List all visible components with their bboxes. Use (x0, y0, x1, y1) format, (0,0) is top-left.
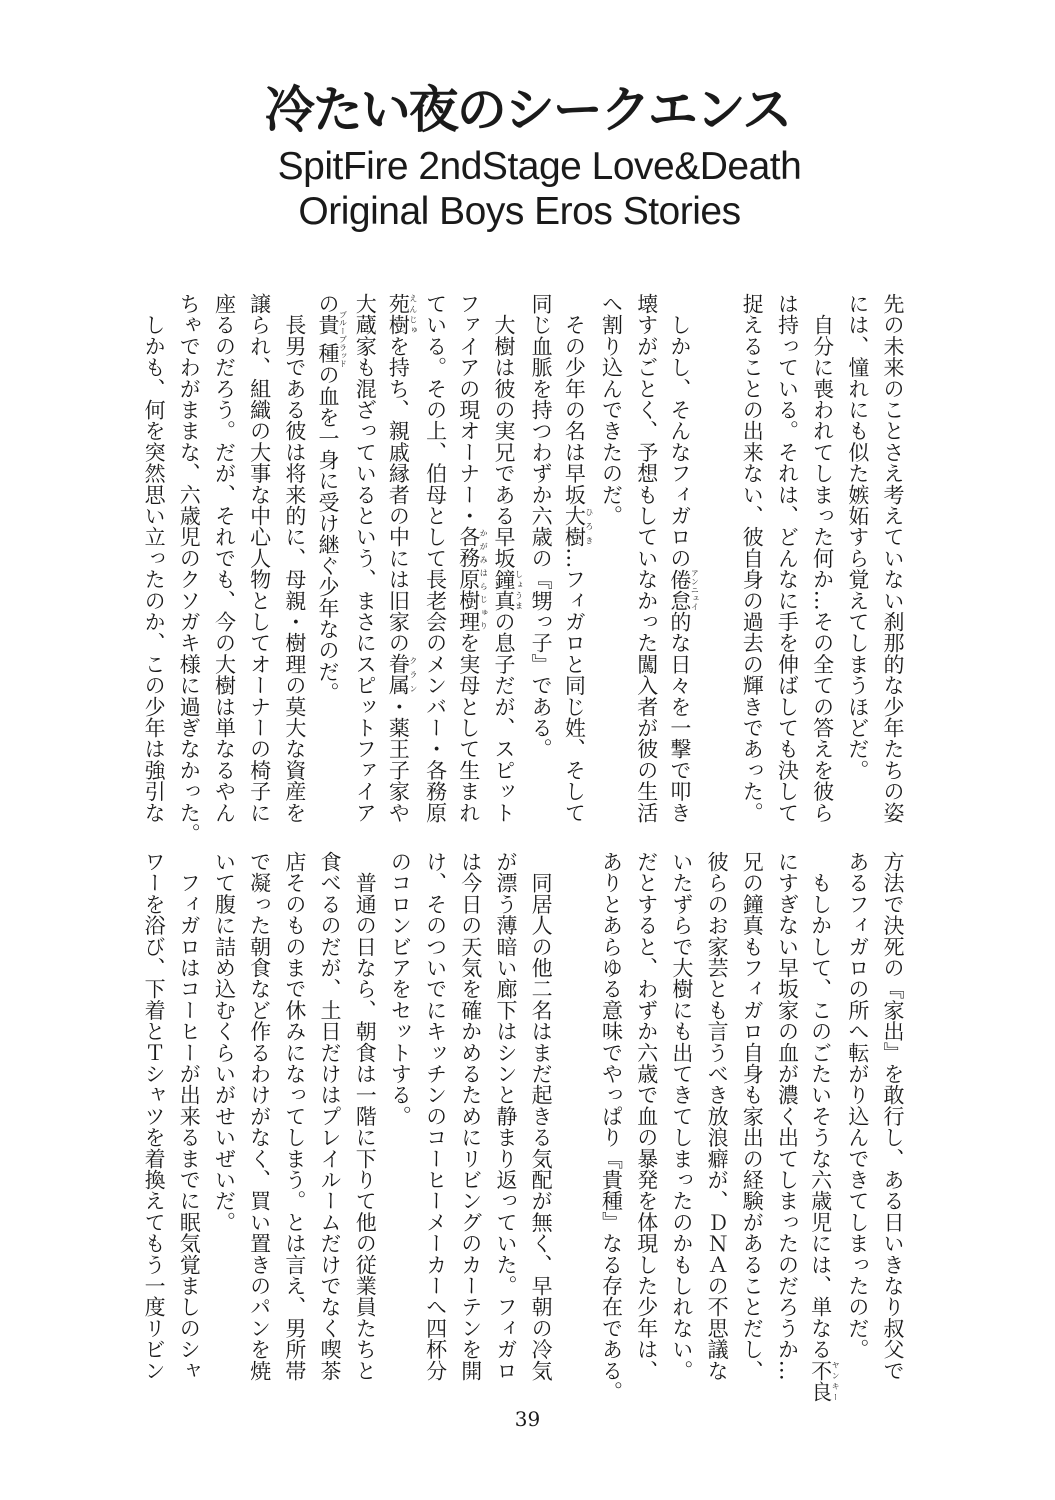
text-segment: を実母として生まれ (456, 632, 481, 824)
text-column (312, 293, 347, 808)
text-column (875, 851, 910, 1381)
ruby-reading: しょうま (514, 568, 524, 611)
text-segment: しかし、そんなフィガロの (667, 293, 692, 569)
text-segment: へ割り込んできたのだ。 (599, 293, 624, 527)
ruby-base: 不良 (808, 1359, 833, 1403)
text-column (699, 851, 734, 1381)
text-column (382, 293, 418, 824)
ruby-reading: クラン (408, 653, 418, 696)
text-column (840, 293, 875, 808)
series-subtitle: SpitFire 2ndStage Love&Death (277, 145, 802, 188)
text-segment: もしかして、このごたいそうな六歳児には、単なる (808, 851, 833, 1360)
ruby-annotated-word (456, 526, 489, 633)
text-segment: 先の未来のことさえ考えていない刹那的な少年たちの姿 (881, 293, 905, 823)
text-column (804, 293, 839, 823)
ruby-base: 眷属 (386, 653, 411, 696)
text-column (523, 851, 558, 1381)
text-segment: の (316, 293, 340, 315)
text-column (488, 293, 524, 824)
text-column (769, 851, 804, 1381)
text-segment: 壊すがごとく、予想もしていなかった闖入者が彼の生活 (634, 293, 659, 823)
text-column (171, 851, 206, 1381)
text-segment: 大樹は彼の実兄である早坂 (491, 293, 516, 569)
text-column (277, 851, 312, 1381)
text-segment: 普通の日なら、朝食は一階に下りて他の従業員たちと (353, 851, 378, 1381)
text-column (347, 293, 382, 823)
ruby-reading: えんじゅ (408, 293, 418, 336)
text-segment: ている。その上、伯母として長老会のメンバー・各務原 (423, 293, 448, 823)
text-segment: で凝った朝食など作るわけがなく、買い置きのパンを焼 (247, 851, 272, 1381)
ruby-base: 各務原樹理 (456, 526, 481, 633)
text-column (206, 293, 241, 823)
text-segment: ありとあらゆる意味でやっぱり『貴種』なる存在である。 (599, 851, 624, 1403)
text-segment: 店そのものまで休みになってしまう。とは言え、男所帯 (282, 851, 307, 1381)
text-segment: ファイアの現オーナー・ (456, 293, 481, 527)
text-segment: け、そのついでにキッチンのコーヒーメーカーへ四杯分 (423, 851, 448, 1381)
text-segment: 大蔵家も混ざっているという、まさにスピットファイア (353, 293, 378, 823)
text-column (629, 293, 664, 823)
series-tagline: Original Boys Eros Stories (298, 190, 741, 233)
ruby-reading: ヤンキー (831, 1359, 841, 1403)
story-title: 冷たい夜のシークエンス (264, 80, 791, 139)
text-column (629, 851, 664, 1381)
text-column (277, 293, 312, 823)
ruby-base: 貴種 (316, 310, 340, 368)
page-number: 39 (514, 1407, 541, 1431)
text-column (558, 293, 594, 824)
text-segment: は今日の天気を確かめるためにリビングのカーテンを開 (458, 851, 483, 1381)
ruby-annotated-word (491, 568, 524, 612)
text-segment: 長男である彼は将来的に、母親・樹理の莫大な資産を (282, 293, 307, 823)
text-segment: が漂う薄暗い廊下はシンと静まり返っていた。フィガロ (493, 851, 518, 1381)
ruby-annotated-word (386, 293, 418, 336)
text-segment: 捉えることの出来ない、彼自身の過去の輝きであった。 (740, 293, 765, 823)
text-column (558, 851, 593, 1376)
text-segment: ちゃでわがままな、六歳児のクソガキ様に過ぎなかった。 (177, 293, 202, 845)
text-column (241, 293, 276, 823)
text-column (241, 851, 276, 1381)
text-column (206, 851, 241, 1376)
text-column (593, 851, 628, 1403)
text-segment: あるフィガロの所へ転がり込んできてしまったのだ。 (845, 851, 870, 1360)
text-column (804, 851, 841, 1403)
text-segment: フィガロはコーヒーが出来るまでに眠気覚ましのシャ (177, 851, 202, 1381)
text-segment: 的な日々を一撃で叩き (667, 611, 692, 824)
text-column (840, 851, 875, 1376)
ruby-annotated-word (316, 310, 348, 368)
text-segment: 方法で決死の『家出』を敢行し、ある日いきなり叔父で (881, 851, 905, 1381)
ruby-reading: かがみはらじゅり (479, 526, 489, 633)
text-column (417, 293, 452, 823)
text-segment: にすぎない早坂家の血が濃く出てしまったのだろうか… (775, 851, 800, 1381)
ruby-reading: ブルーブラッド (338, 310, 348, 368)
text-segment: 彼らのお家芸とも言うべき放浪癖が、ＤＮＡの不思議な (705, 851, 730, 1381)
text-segment: 同じ血脈を持つわずか六歳の『甥っ子』である。 (529, 293, 554, 760)
text-segment: 座るのだろう。だが、それでも、今の大樹は単なるやん (212, 293, 237, 823)
text-segment: 兄の鐘真もフィガロ自身も家出の経験があることだし、 (740, 851, 765, 1381)
text-column (734, 293, 769, 823)
ruby-base: 鐘真 (491, 568, 516, 612)
text-segment: ・薬王子家や (386, 695, 411, 824)
body-text-lower (136, 851, 910, 1403)
text-column (664, 851, 699, 1381)
text-segment: 譲られ、組織の大事な中心人物としてオーナーの椅子に (247, 293, 272, 823)
text-segment: いて腹に詰め込むくらいがせいぜいだ。 (212, 851, 237, 1233)
ruby-annotated-word (808, 1359, 841, 1403)
ruby-base: 倦怠 (667, 568, 692, 612)
text-column (488, 851, 523, 1381)
text-column (453, 293, 489, 824)
text-column (347, 851, 382, 1381)
text-column (312, 851, 347, 1381)
ruby-annotated-word (562, 505, 594, 548)
text-column (453, 851, 488, 1381)
ruby-base: 苑樹 (386, 293, 411, 336)
text-segment: しかも、何を突然思い立ったのか、この少年は強引な (142, 293, 167, 823)
text-column (664, 293, 700, 824)
text-column (593, 293, 628, 808)
text-segment: 食べるのだが、土日だけはプレイルームだけでなく喫茶 (318, 851, 342, 1381)
text-segment: 自分に喪われてしまった何か…その全ての答えを彼ら (810, 293, 835, 823)
text-segment: のコロンビアをセットする。 (388, 851, 413, 1127)
text-segment: いたずらで大樹にも出てきてしまったのかもしれない。 (669, 851, 694, 1381)
text-column (136, 293, 171, 823)
text-column (699, 293, 734, 808)
text-column (136, 851, 171, 1381)
ruby-reading: アンニュイ (690, 568, 700, 612)
text-column (523, 293, 558, 808)
text-segment: は持っている。それは、どんなに手を伸ばしても決して (775, 293, 800, 823)
text-segment: を持ち、親戚縁者の中には旧家の (386, 335, 411, 654)
text-column (417, 851, 452, 1381)
text-segment: …フィガロと同じ姓、そして (562, 547, 587, 824)
ruby-base: 大樹 (562, 505, 587, 548)
text-segment: だとすると、わずか六歳で血の暴発を体現した少年は、 (634, 851, 659, 1381)
text-segment: の息子だが、スピット (491, 611, 516, 824)
ruby-annotated-word (667, 568, 700, 612)
text-column (734, 851, 769, 1381)
body-text-upper (136, 293, 910, 845)
text-column (769, 293, 804, 823)
text-column (382, 851, 417, 1376)
text-segment: その少年の名は早坂 (562, 293, 587, 505)
text-segment: 同居人の他二名はまだ起きる気配が無く、早朝の冷気 (529, 851, 554, 1381)
text-column (171, 293, 206, 845)
text-segment: の血を一身に受け継ぐ少年なのだ。 (316, 364, 340, 704)
ruby-reading: ひろき (584, 505, 594, 548)
text-segment: には、憧れにも似た嫉妬すら覚えてしまうほどだ。 (845, 293, 870, 781)
ruby-annotated-word (386, 653, 418, 696)
text-segment: ワーを浴び、下着とＴシャツを着換えてもう一度リビン (142, 851, 167, 1381)
text-column (875, 293, 910, 823)
